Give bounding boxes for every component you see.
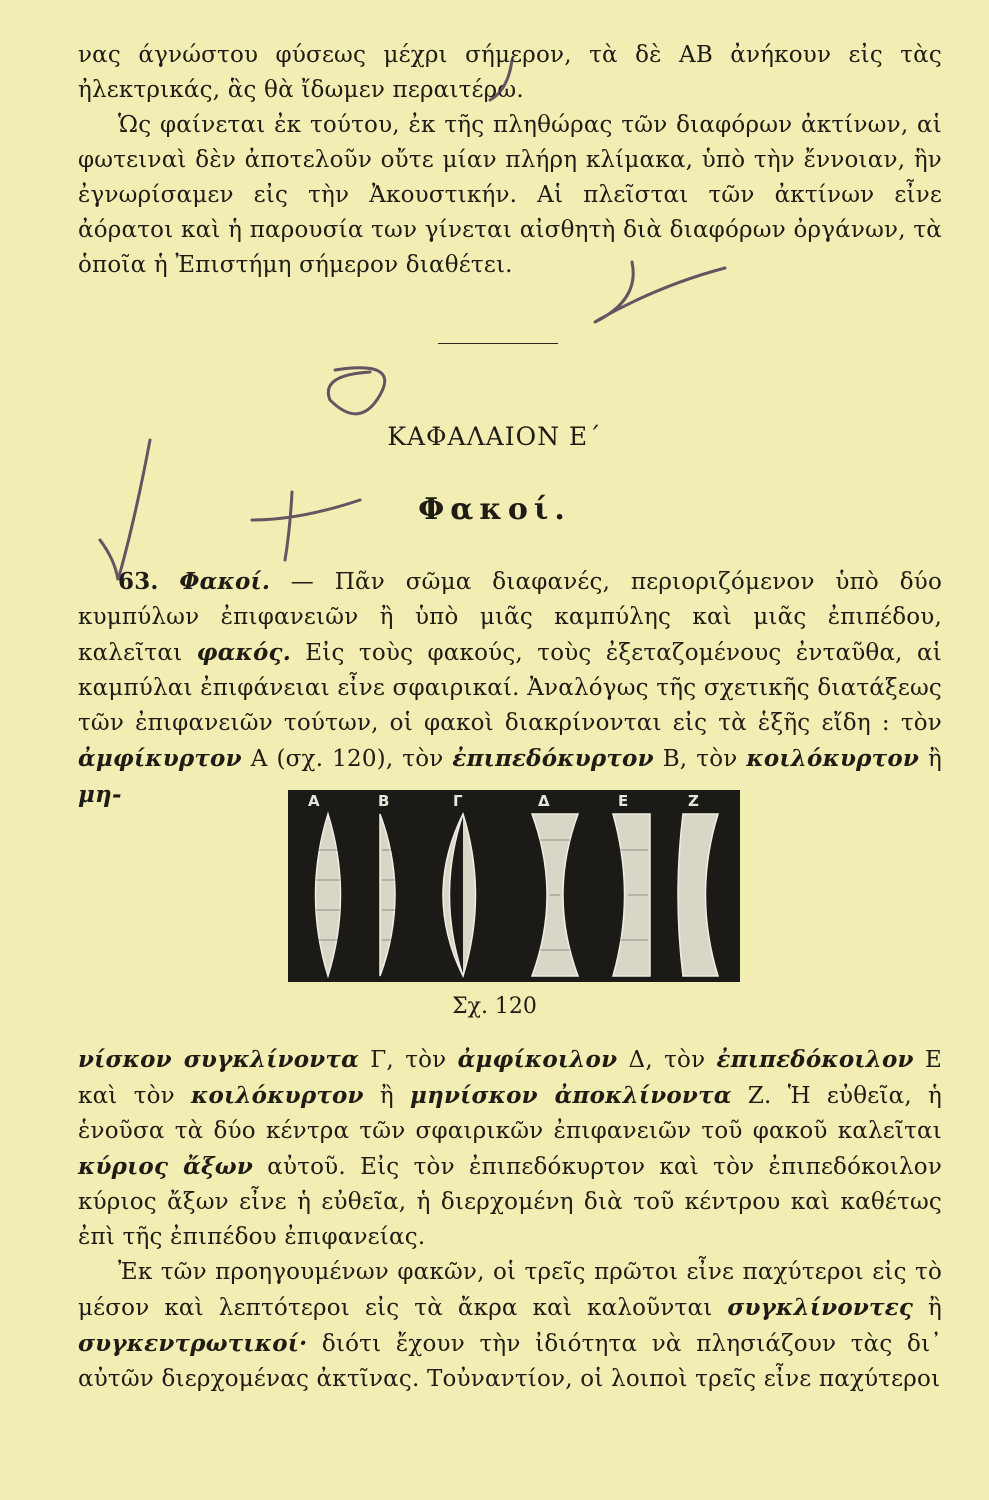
fig-label-e: Ε [618, 792, 629, 810]
pencil-loop [328, 368, 384, 414]
figure-caption: Σχ. 120 [452, 994, 537, 1019]
term-meniscus-start: μη- [78, 781, 122, 808]
section-inline-title: Φακοί. [179, 568, 271, 595]
fig-label-a: Α [308, 792, 320, 810]
term-biconvex: ἀμφίκυρτον [78, 745, 242, 772]
lens-diverging-meniscus [678, 814, 718, 976]
term-planoconcave: ἐπιπεδόκοιλον [716, 1046, 914, 1073]
term-biconcave: ἀμφίκοιλον [457, 1046, 618, 1073]
term-planoconvex: ἐπιπεδόκυρτον [452, 745, 654, 772]
section-number: 63. [118, 568, 159, 595]
lens-definition-block [78, 564, 942, 813]
term-diverging-meniscus: μηνίσκον ἀποκλίνοντα [410, 1082, 732, 1109]
lens-biconvex [316, 814, 341, 976]
chapter-heading: ΚΑΦΑΛΑΙΟΝ Ε΄ [387, 422, 602, 451]
term-concavo-convex: κοιλόκυρτον [746, 745, 920, 772]
lens-shapes [288, 790, 740, 982]
term-principal-axis: κύριος ἄξων [78, 1153, 254, 1180]
lens-planoconvex [380, 814, 395, 976]
fig-label-b: Β [378, 792, 390, 810]
term-converging: συγκλίνοντες [727, 1294, 914, 1321]
section-title: Φακοί. [418, 492, 571, 527]
top-text-block [78, 38, 942, 283]
fig-label-z: Ζ [688, 792, 699, 810]
paragraph-rays: Ὡς φαίνεται ἐκ τούτου, ἐκ τῆς πληθώρας τῶν διαφόρων ἀκτίνων, αἱ φωτειναὶ δὲν ἀποτελοῦν οὔτε μίαν πλήρη κλίμακα, ὑπὸ τὴν ἔννοιαν, ἣν ἐγνωρίσαμεν εἰς τὴν Ἀκουστικήν. Αἱ πλεῖσται τῶν ἀκτίνων εἶνε ἀόρατοι καὶ ἡ παρουσία των γίνεται αἰσθητὴ διὰ διαφόρων ὀργάνων, τὰ ὁποῖα ἡ Ἐπιστήμη σήμερον διαθέτει. [78, 112, 942, 278]
section-divider [438, 343, 558, 344]
term-concavo-convex-2: κοιλόκυρτον [191, 1082, 364, 1109]
paragraph-continuation: νίσκον συγκλίνοντα Γ, τὸν ἀμφίκοιλον Δ, τὸν ἐπιπεδόκοιλον Ε καὶ τὸν κοιλόκυρτον ἢ μηνίσκον ἀποκλίνοντα Ζ. Ἡ εὐθεῖα, ἡ ἑνοῦσα τὰ δύο κέντρα τῶν σφαιρικῶν ἐπιφανειῶν τοῦ φακοῦ καλεῖται κύριος ἄξων αὐτοῦ. Εἰς τὸν ἐπιπεδόκυρτον καὶ τὸν ἐπιπεδόκοιλον κύριος ἄξων εἶνε ἡ εὐθεῖα, ἡ διερχομένη διὰ τοῦ κέντρου καὶ καθέτως ἐπὶ τῆς ἐπιπέδου ἐπιφανείας. [78, 1046, 942, 1250]
term-concentrating: συγκεντρωτικοί· [78, 1330, 308, 1357]
paragraph-converging: Ἐκ τῶν προηγουμένων φακῶν, οἱ τρεῖς πρῶτοι εἶνε παχύτεροι εἰς τὸ μέσον καὶ λεπτότεροι εἰς τὰ ἄκρα καὶ καλοῦνται συγκλίνοντες ἢ συγκεντρωτικοί· διότι ἔχουν τὴν ἰδιότητα νὰ πλησιάζουν τὰς δι᾿ αὐτῶν διερχομένας ἀκτῖνας. Τοὐναντίον, οἱ λοιποὶ τρεῖς εἶνε παχύτεροι [78, 1259, 942, 1392]
lens-converging-meniscus [443, 814, 476, 976]
fig-label-d: Δ [538, 792, 550, 810]
term-lens: φακός. [196, 639, 291, 666]
fig-label-g: Γ [453, 792, 463, 810]
term-converging-meniscus: νίσκον συγκλίνοντα [78, 1046, 359, 1073]
lens-figure [288, 790, 740, 982]
paragraph-continued: νας άγνώστου φύσεως μέχρι σήμερον, τὰ δὲ ΑΒ ἀνήκουν εἰς τὰς ἠλεκτρικάς, ἃς θὰ ἴδωμεν περαιτέρω. [78, 42, 942, 103]
continuation-block [78, 1042, 942, 1397]
paragraph-lens-definition: 63. Φακοί. — Πᾶν σῶμα διαφανές, περιοριζόμενον ὑπὸ δύο κυμπύλων ἐπιφανειῶν ἢ ὑπὸ μιᾶς καμπύλης καὶ μιᾶς ἐπιπέδου, καλεῖται φακός. Εἰς τοὺς φακούς, τοὺς ἐξεταζομένους ἐνταῦθα, αἱ καμπύλαι ἐπιφάνειαι εἶνε σφαιρικαί. Ἀναλόγως τῆς σχετικῆς διατάξεως τῶν ἐπιφανειῶν τούτων, οἱ φακοὶ διακρίνονται εἰς τὰ ἑξῆς εἴδη : τὸν ἀμφίκυρτον Α (σχ. 120), τὸν ἐπιπεδόκυρτον Β, τὸν κοιλόκυρτον ἢ μη- [78, 568, 942, 808]
